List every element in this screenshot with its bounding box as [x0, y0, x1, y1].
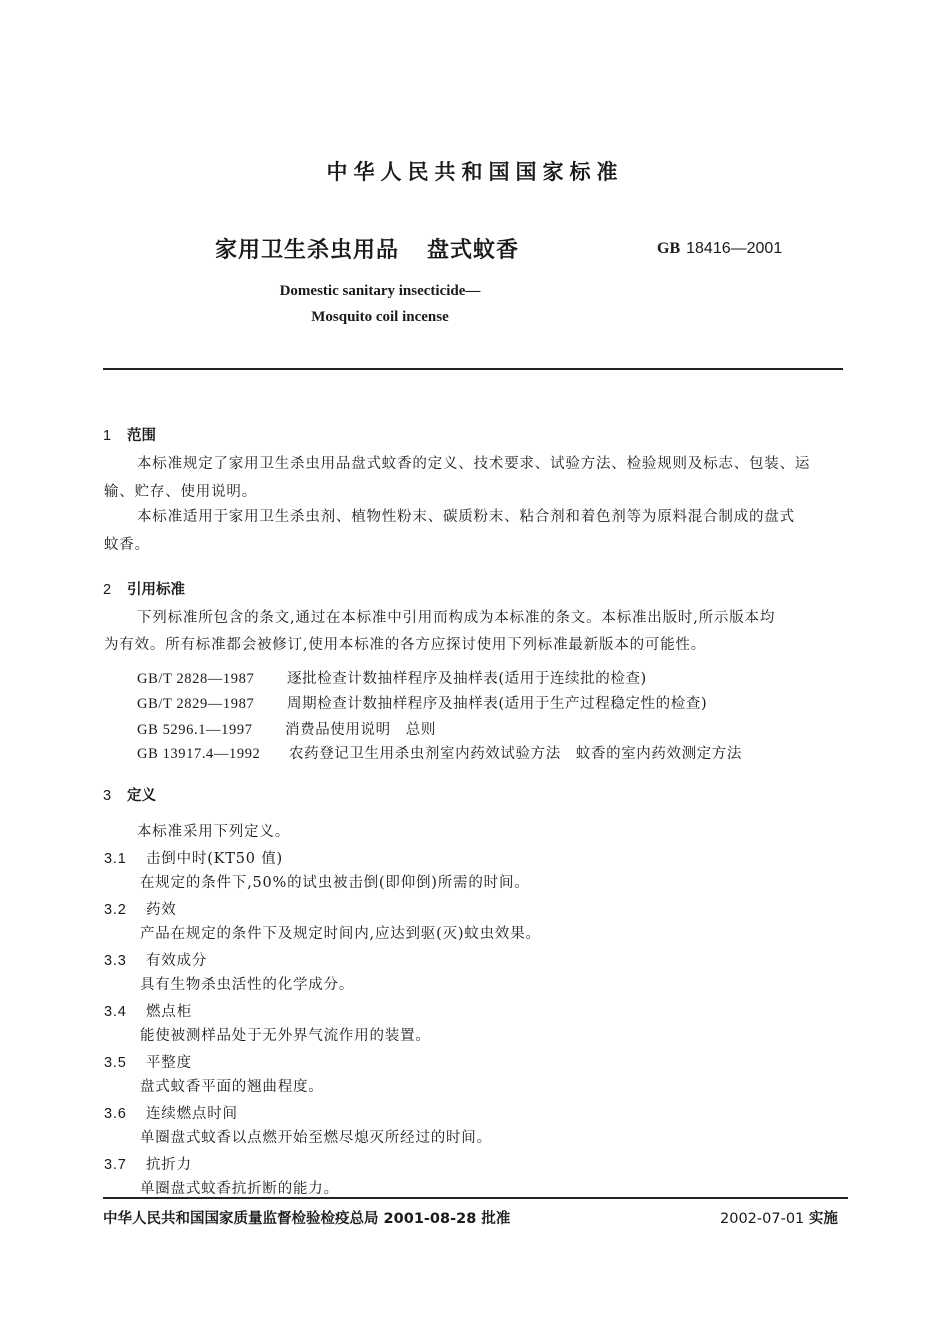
- implementation-statement: [720, 1207, 838, 1228]
- standard-code: 18416—2001: [686, 240, 783, 257]
- term-definition: 单圈盘式蚊香抗折断的能力。: [140, 1181, 339, 1197]
- section-1-para-1-line-1: 本标准规定了家用卫生杀虫用品盘式蚊香的定义、技术要求、试验方法、检验规则及标志、包装、运: [137, 456, 811, 472]
- section-3-heading: 3 定义: [103, 788, 156, 804]
- standard-number: [657, 238, 782, 258]
- reference-item: GB 5296.1—1997 消费品使用说明 总则: [137, 722, 436, 738]
- reference-item: GB/T 2829—1987 周期检查计数抽样程序及抽样表(适用于生产过程稳定性的检查): [137, 696, 708, 712]
- implementation-date: 2002-07-01: [720, 1211, 805, 1227]
- section-2-para-line-2: 为有效。所有标准都会被修订,使用本标准的各方应探讨使用下列标准最新版本的可能性。: [104, 637, 707, 653]
- section-3-intro: 本标准采用下列定义。: [137, 824, 290, 840]
- term-heading: 3.3 有效成分: [104, 953, 208, 969]
- implementation-label: 实施: [808, 1211, 838, 1227]
- term-heading: 3.7 抗折力: [104, 1157, 192, 1173]
- section-2-para-line-1: 下列标准所包含的条文,通过在本标准中引用而构成为本标准的条文。本标准出版时,所示版本均: [137, 610, 776, 626]
- national-standard-header: 中华人民共和国国家标准: [326, 160, 624, 184]
- title-part-1: 家用卫生杀虫用品: [215, 238, 400, 263]
- footer-divider: [103, 1197, 848, 1199]
- reference-item: GB/T 2828—1987 逐批检查计数抽样程序及抽样表(适用于连续批的检查): [137, 671, 647, 687]
- section-2-heading: 2 引用标准: [103, 582, 185, 598]
- document-title: [215, 233, 519, 264]
- section-1-para-2-line-2: 蚊香。: [104, 537, 150, 553]
- section-1-para-1-line-2: 输、贮存、使用说明。: [104, 484, 257, 500]
- term-heading: 3.2 药效: [104, 902, 177, 918]
- reference-item: GB 13917.4—1992 农药登记卫生用杀虫剂室内药效试验方法 蚊香的室内药效测定方法: [137, 746, 742, 762]
- term-definition: 具有生物杀虫活性的化学成分。: [140, 977, 355, 993]
- term-heading: 3.1 击倒中时(KT50 值): [104, 851, 283, 867]
- term-heading: 3.5 平整度: [104, 1055, 192, 1071]
- term-heading: 3.6 连续燃点时间: [104, 1106, 238, 1122]
- term-definition: 能使被测样品处于无外界气流作用的装置。: [140, 1028, 431, 1044]
- section-1-para-2-line-1: 本标准适用于家用卫生杀虫剂、植物性粉末、碳质粉末、粘合剂和着色剂等为原料混合制成的盘式: [137, 509, 795, 525]
- title-part-2: 盘式蚊香: [427, 238, 520, 263]
- term-definition: 单圈盘式蚊香以点燃开始至燃尽熄灭所经过的时间。: [140, 1130, 492, 1146]
- term-definition: 盘式蚊香平面的翘曲程度。: [140, 1079, 324, 1095]
- approval-statement: 中华人民共和国国家质量监督检验检疫总局 2001-08-28 批准: [103, 1211, 511, 1227]
- section-1-heading: 1 范围: [103, 428, 156, 444]
- term-definition: 在规定的条件下,50%的试虫被击倒(即仰倒)所需的时间。: [140, 875, 530, 891]
- term-definition: 产品在规定的条件下及规定时间内,应达到驱(灭)蚊虫效果。: [140, 926, 541, 942]
- standard-prefix: GB: [657, 240, 681, 257]
- header-divider: [103, 368, 843, 370]
- term-heading: 3.4 燃点柜: [104, 1004, 192, 1020]
